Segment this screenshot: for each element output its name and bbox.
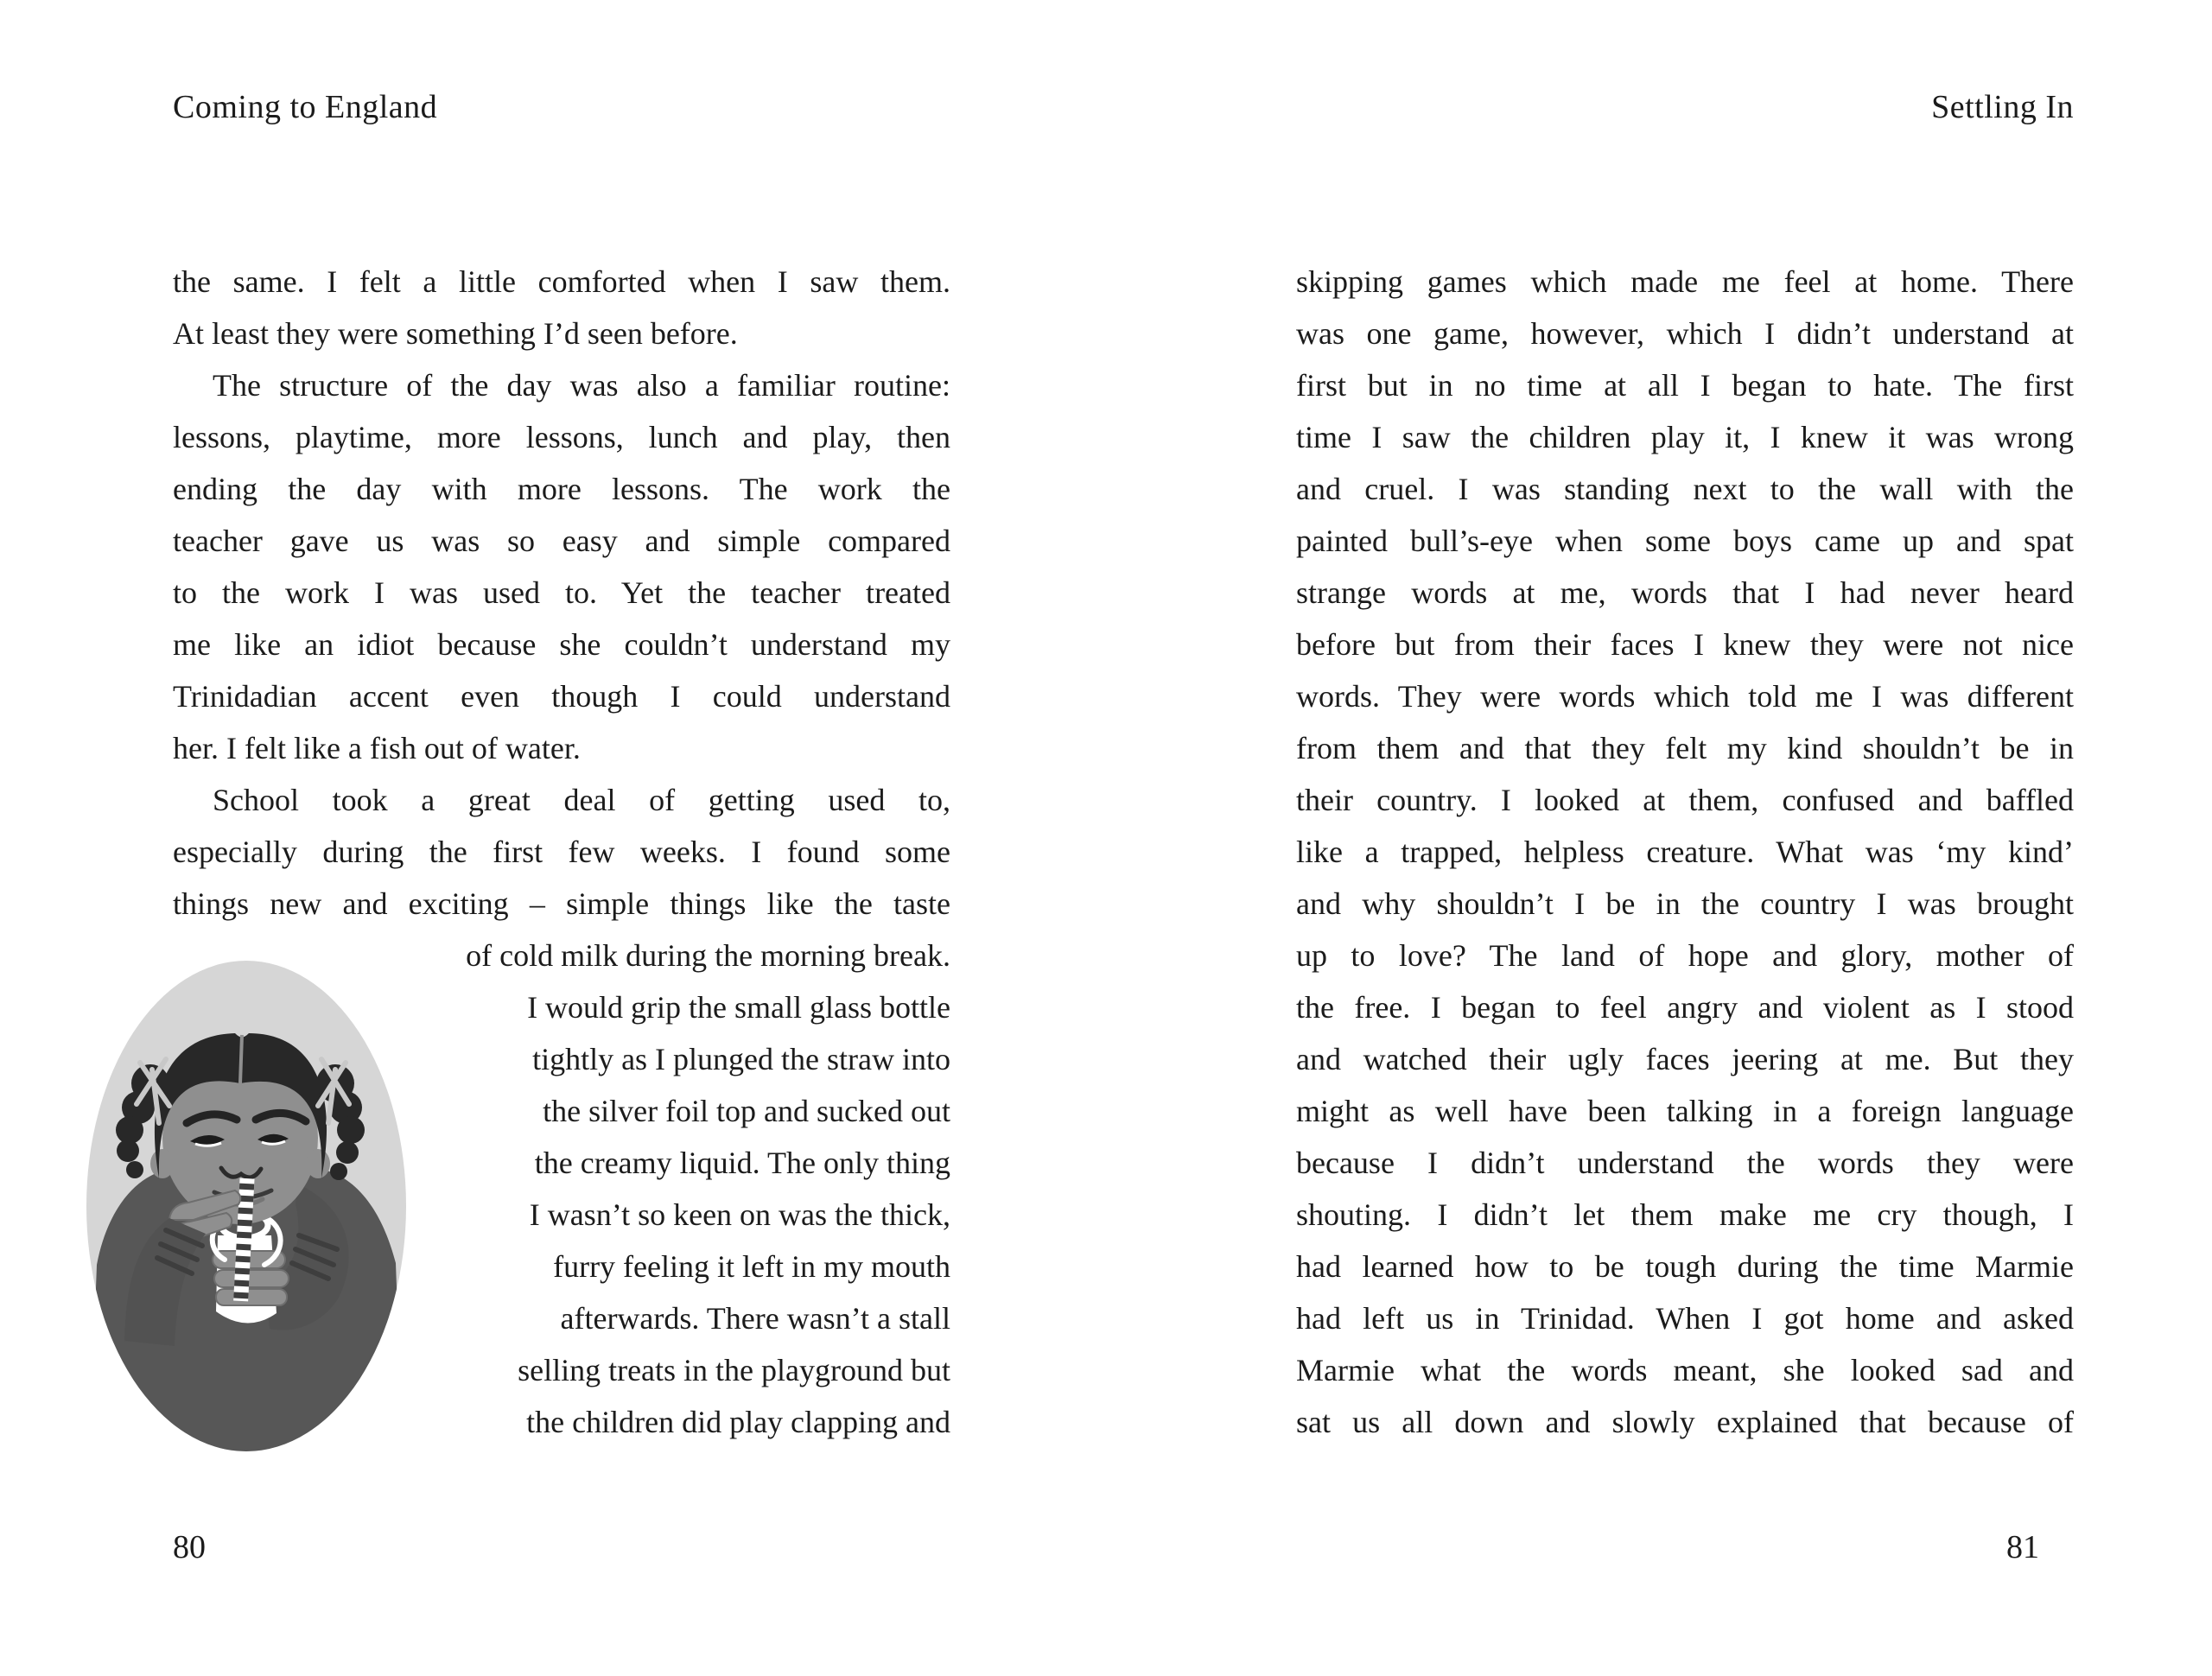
text-line: selling treats in the playground but — [518, 1353, 950, 1387]
text-line: and cruel. I was standing next to the wall with the — [1296, 472, 2074, 506]
text-line: tightly as I plunged the straw into — [532, 1042, 950, 1076]
text-line: At least they were something I’d seen before. — [173, 316, 738, 351]
running-head-right: Settling In — [1931, 89, 2074, 125]
text-line: first but in no time at all I began to hate. The first — [1296, 368, 2074, 403]
text-line: the creamy liquid. The only thing — [534, 1146, 950, 1180]
text-line: I would grip the small glass bottle — [527, 990, 950, 1025]
text-line: I wasn’t so keen on was the thick, — [529, 1197, 950, 1232]
page-number-left: 80 — [173, 1529, 206, 1565]
text-line: especially during the first few weeks. I found some — [173, 835, 950, 869]
text-line: School took a great deal of getting used to, — [213, 783, 950, 817]
text-line: because I didn’t understand the words they were — [1296, 1146, 2074, 1180]
text-line: ending the day with more lessons. The work the — [173, 472, 950, 506]
text-line: might as well have been talking in a foreign language — [1296, 1094, 2074, 1128]
text-line: and watched their ugly faces jeering at me. But they — [1296, 1042, 2074, 1076]
text-line: the children did play clapping and — [526, 1405, 950, 1439]
text-line: The structure of the day was also a familiar routine: — [213, 368, 950, 403]
text-line: the same. I felt a little comforted when I saw them. — [173, 264, 950, 299]
text-line: strange words at me, words that I had never heard — [1296, 575, 2074, 610]
text-line: the free. I began to feel angry and violent as I stood — [1296, 990, 2074, 1025]
text-line: before but from their faces I knew they were not nice — [1296, 627, 2074, 662]
right-page-text — [1296, 256, 2074, 1448]
text-line: was one game, however, which I didn’t understand at — [1296, 316, 2074, 351]
text-line: things new and exciting – simple things like the taste — [173, 886, 950, 921]
text-line: had learned how to be tough during the time Marmie — [1296, 1249, 2074, 1284]
text-line: like a trapped, helpless creature. What was ‘my kind’ — [1296, 835, 2074, 869]
page-number-right: 81 — [2006, 1529, 2039, 1565]
text-line: words. They were words which told me I was different — [1296, 679, 2074, 714]
text-line: Trinidadian accent even though I could understand — [173, 679, 950, 714]
text-line: shouting. I didn’t let them make me cry though, I — [1296, 1197, 2074, 1232]
text-line: had left us in Trinidad. When I got home and asked — [1296, 1301, 2074, 1336]
text-line: from them and that they felt my kind shouldn’t be in — [1296, 731, 2074, 765]
text-line: sat us all down and slowly explained that because of — [1296, 1405, 2074, 1439]
illustration-girl-drinking-milk — [86, 961, 406, 1451]
text-line: time I saw the children play it, I knew it was wrong — [1296, 420, 2074, 454]
text-line: her. I felt like a fish out of water. — [173, 731, 581, 765]
text-line: lessons, playtime, more lessons, lunch and play, then — [173, 420, 950, 454]
text-line: the silver foil top and sucked out — [543, 1094, 950, 1128]
text-line: me like an idiot because she couldn’t understand my — [173, 627, 950, 662]
text-line: afterwards. There wasn’t a stall — [560, 1301, 950, 1336]
text-line: skipping games which made me feel at home. There — [1296, 264, 2074, 299]
text-line: their country. I looked at them, confused and baffled — [1296, 783, 2074, 817]
text-line: of cold milk during the morning break. — [466, 938, 950, 973]
text-line: furry feeling it left in my mouth — [553, 1249, 950, 1284]
text-line: Marmie what the words meant, she looked sad and — [1296, 1353, 2074, 1387]
text-line: to the work I was used to. Yet the teacher treated — [173, 575, 950, 610]
text-line: teacher gave us was so easy and simple compared — [173, 524, 950, 558]
text-line: and why shouldn’t I be in the country I was brought — [1296, 886, 2074, 921]
text-line: up to love? The land of hope and glory, mother of — [1296, 938, 2074, 973]
text-line: painted bull’s-eye when some boys came up and spat — [1296, 524, 2074, 558]
running-head-left: Coming to England — [173, 89, 438, 125]
